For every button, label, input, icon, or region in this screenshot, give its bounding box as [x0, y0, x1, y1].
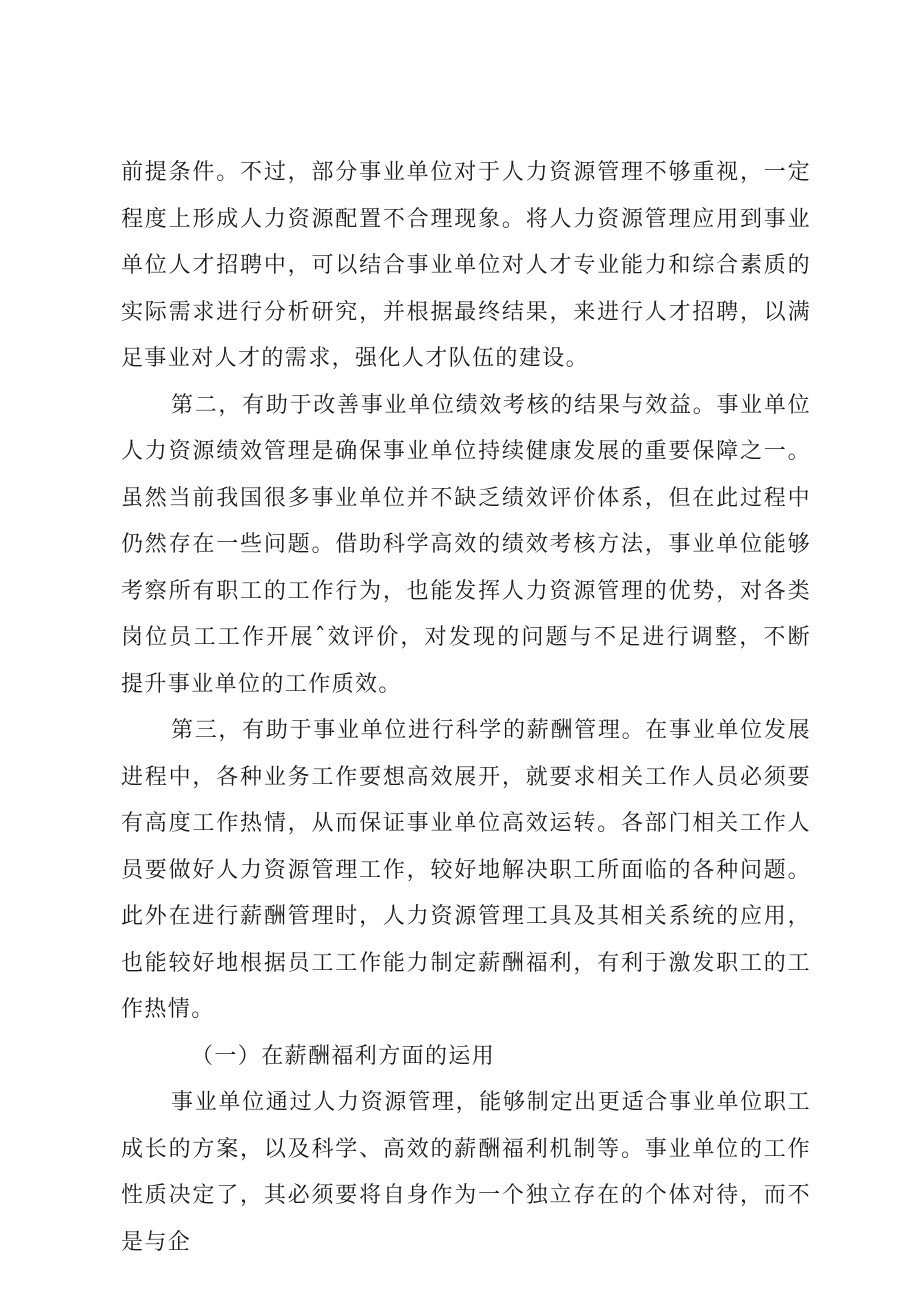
section-heading: （一）在薪酬福利方面的运用 — [191, 1043, 496, 1069]
paragraph-salary-welfare: 事业单位通过人力资源管理，能够制定出更适合事业单位职工成长的方案，以及科学、高效的薪酬福利机制等。事业单位的工作性质决定了，其必须要将自身作为一个独立存在的个体对待，而不是与企 — [121, 1090, 811, 1255]
paragraph-second-point: 第二，有助于改善事业单位绩效考核的结果与效益。事业单位人力资源绩效管理是确保事业单位持续健康发展的重要保障之一。虽然当前我国很多事业单位并不缺乏绩效评价体系，但在此过程中仍然存在一些问题。借助科学高效的绩效考核方法，事业单位能够考察所有职工的工作行为，也能发挥人力资源管理的优势，对各类岗位员工工作开展ˆ效评价，对发现的问题与不足进行调整，不断提升事业单位的工作质效。 — [121, 392, 811, 697]
paragraph-continuation: 前提条件。不过，部分事业单位对于人力资源管理不够重视，一定程度上形成人力资源配置不合理现象。将人力资源管理应用到事业单位人才招聘中，可以结合事业单位对人才专业能力和综合素质的实际需求进行分析研究，并根据最终结果，来进行人才招聘，以满足事业对人才的需求，强化人才队伍的建设。 — [121, 160, 811, 371]
document-body — [121, 150, 811, 1266]
paragraph-third-point: 第三，有助于事业单位进行科学的薪酬管理。在事业单位发展进程中，各种业务工作要想高效展开，就要求相关工作人员必须要有高度工作热情，从而保证事业单位高效运转。各部门相关工作人员要做好人力资源管理工作，较好地解决职工所面临的各种问题。此外在进行薪酬管理时，人力资源管理工具及其相关系统的应用，也能较好地根据员工工作能力制定薪酬福利，有利于激发职工的工作热情。 — [121, 718, 811, 1022]
